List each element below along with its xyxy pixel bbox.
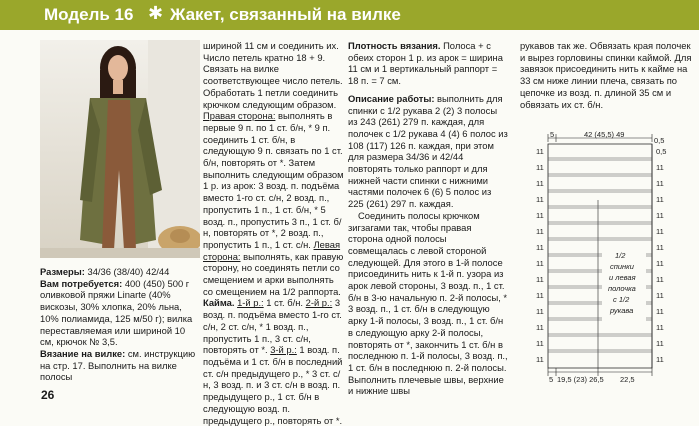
- row-1-label: 1-й р.:: [237, 297, 264, 309]
- page-number: 26: [41, 388, 55, 402]
- left-side-label: Левая сторона:: [203, 238, 341, 262]
- dim-bottom-1: 5: [549, 375, 554, 384]
- dim-right-0: 0,5: [656, 147, 667, 156]
- sizes-label: Размеры:: [40, 266, 85, 277]
- column-3: [348, 40, 508, 397]
- sizes-value: 34/36 (38/40) 42/44: [84, 266, 170, 277]
- dim-right-3: 11: [656, 195, 664, 204]
- border-label: Кайма.: [203, 297, 235, 309]
- row-3-text: 1 возд. п. подъёма и 1 ст. б/н в последний ст. с/н предыдущего р., * 3 ст. с/н, 3 возд. п. и 3 ст. с/н в возд. п. предыдущего р., 1 ст. б/н в следующую возд. п. предыдущего р., повторять от *.: [203, 344, 343, 426]
- materials-value: 400 (450) 500 г оливковой пряжи Linarte (40% вискозы, 30% хлопка, 20% льна, 10% полиамида, 125 м/50 г); вилка переставляемая или шириной 10 см, крючок № 3,5.: [40, 277, 193, 348]
- materials-label: Вам потребуется:: [40, 277, 123, 289]
- dim-right-8: 11: [656, 275, 664, 284]
- materials-paragraph: [40, 278, 200, 348]
- dim-right-5: 11: [656, 227, 664, 236]
- dim-left-14: 11: [536, 355, 544, 364]
- column-2-text: [203, 40, 346, 426]
- dim-left-2: 11: [536, 163, 544, 172]
- dim-right-13: 11: [656, 355, 664, 364]
- dim-right-11: 11: [656, 323, 664, 332]
- page-title: Жакет, связанный на вилке: [170, 5, 401, 24]
- joining-paragraph: Соединить полосы крючком зигзагами так, чтобы правая сторона одной полосы совмещалась с левой стороной следующей. Для этого в 1-й полосе присоединить нить к 1-й п. узора из арок левой стороны, 3 возд. п., 1 ст. б/н в 3-ю начальную п. 2-й полосы, * 3 возд. п., 1 ст. б/н в следующую арку 1-й полосы, 3 возд. п., 1 ст. б/н в следующую арку 2-й полосы, повторять от *, закончить 1 ст. б/н в последнюю п. 1-й полосы, 3 возд. п., 1 ст. б/н в последнюю п. 2-й полосы. Выполнить плечевые швы, верхние и нижние швы: [348, 209, 508, 397]
- scheme-label-5: с 1/2: [613, 295, 630, 304]
- column-4-text: рукавов так же. Обвязать края полочек и вырез горловины спинки каймой. Для завязок присоединить нить к кайме на 33 см ниже линии плеча, связать по цепочке из возд. п. длиной 35 см и обвязать их ст. б/н.: [520, 40, 692, 110]
- row-2-label: 2-й р.:: [305, 297, 333, 309]
- scheme-label-4: полочка: [608, 284, 636, 293]
- column-1: [40, 266, 200, 383]
- dim-right-10: 11: [656, 307, 664, 316]
- dim-left-9: 11: [536, 275, 544, 284]
- dim-left-7: 11: [536, 243, 544, 252]
- intro-text: шириной 11 см и соединить их. Число петель кратно 18 + 9. Связать на вилке соответствующее число петель. Обработать 1 петли соединить крючком следующим образом.: [203, 40, 343, 110]
- dim-right-12: 11: [656, 339, 664, 348]
- scheme-label-3: и левая: [609, 273, 636, 282]
- dim-left-11: 11: [536, 307, 544, 316]
- dim-top-width: 42 (45,5) 49: [584, 130, 625, 139]
- dim-left-5: 11: [536, 211, 544, 220]
- dim-left-12: 11: [536, 323, 544, 332]
- fork-label: Вязание на вилке:: [40, 347, 126, 359]
- dim-bottom-2: 19,5 (23) 26,5: [557, 375, 604, 384]
- dim-left-10: 11: [536, 291, 544, 300]
- dim-right-4: 11: [656, 211, 664, 220]
- dim-left-8: 11: [536, 259, 544, 268]
- dim-left-1: 11: [536, 147, 544, 156]
- header-bar: [0, 0, 699, 30]
- dim-right-6: 11: [656, 243, 664, 252]
- description-label: Описание работы:: [348, 92, 435, 104]
- dim-right-9: 11: [656, 291, 664, 300]
- density-paragraph: [348, 40, 508, 87]
- sizes-paragraph: [40, 266, 200, 278]
- scheme-label-2: спинки: [610, 262, 634, 271]
- dim-right-2: 11: [656, 179, 664, 188]
- right-side-label: Правая сторона:: [203, 110, 276, 122]
- left-side-text: выполнять, как правую сторону, но соединять петли со смещением и арки выполнять со смещением на 1/2 раппорта.: [203, 250, 344, 297]
- dim-top-right: 0,5: [654, 136, 665, 145]
- model-photo: [40, 40, 200, 258]
- description-value: выполнить для спинки с 1/2 рукава 2 (2) 3 полосы из 243 (261) 279 п. каждая, для полочек с 1/2 рукава 4 (4) 6 полос из 108 (117) 126 п. каждая, при этом для размера 34/36 и 42/44 повторять только раппорт и для нижней части спинки с нижними частями полочек 6 (6) 5 полос из 225 (261) 297 п. каждая.: [348, 92, 508, 210]
- star-icon: ✱: [148, 3, 164, 23]
- dim-bottom-3: 22,5: [620, 375, 635, 384]
- dim-left-3: 11: [536, 179, 544, 188]
- pattern-scheme: [512, 130, 699, 410]
- dim-top-left: 5: [550, 130, 555, 139]
- dim-left-4: 11: [536, 195, 544, 204]
- fork-value: см. инструкцию на стр. 17. Выполнить на вилке полосы: [40, 347, 196, 383]
- dim-right-7: 11: [656, 259, 664, 268]
- scheme-label-1: 1/2: [615, 251, 626, 260]
- column-4: [520, 40, 692, 110]
- row-1-text: 1 ст. б/н.: [263, 297, 304, 309]
- fork-paragraph: [40, 348, 200, 383]
- model-number: Модель 16: [44, 5, 134, 24]
- row-3-label: 3-й р.:: [270, 344, 297, 356]
- dim-right-1: 11: [656, 163, 664, 172]
- density-label: Плотность вязания.: [348, 40, 441, 51]
- dim-left-6: 11: [536, 227, 544, 236]
- description-paragraph: [348, 93, 508, 210]
- right-side-text: выполнять в первые 9 п. по 1 ст. б/н, * 9 п. соединить 1 ст. б/н, в следующую 9 п. связать по 1 ст. б/н, повторять от *. Затем выполнить следующим образом 1 р. из арок: 3 возд. п. подъёма вместо 1-го ст. с/н, 2 возд. п., пропустить 1 п., 1 ст. б/н, * 5 возд. п., пропустить 3 п., 1 ст. б/н, повторять от *, 2 возд. п., пропустить 1 п., 1 ст. с/н.: [203, 110, 344, 250]
- row-2-text: 3 возд. п. подъёма вместо 1-го ст. с/н, 2 ст. с/н, * 1 возд. п., пропустить 1 п., 3 ст. с/н, повторять от *.: [203, 297, 342, 356]
- density-value: Полоса + с обеих сторон 1 р. из арок = ширина 11 см и 1 вертикальный раппорт = 18 п. = 7 см.: [348, 40, 503, 87]
- column-2: [203, 40, 346, 426]
- scheme-label-6: рукава: [610, 306, 634, 315]
- dim-left-13: 11: [536, 339, 544, 348]
